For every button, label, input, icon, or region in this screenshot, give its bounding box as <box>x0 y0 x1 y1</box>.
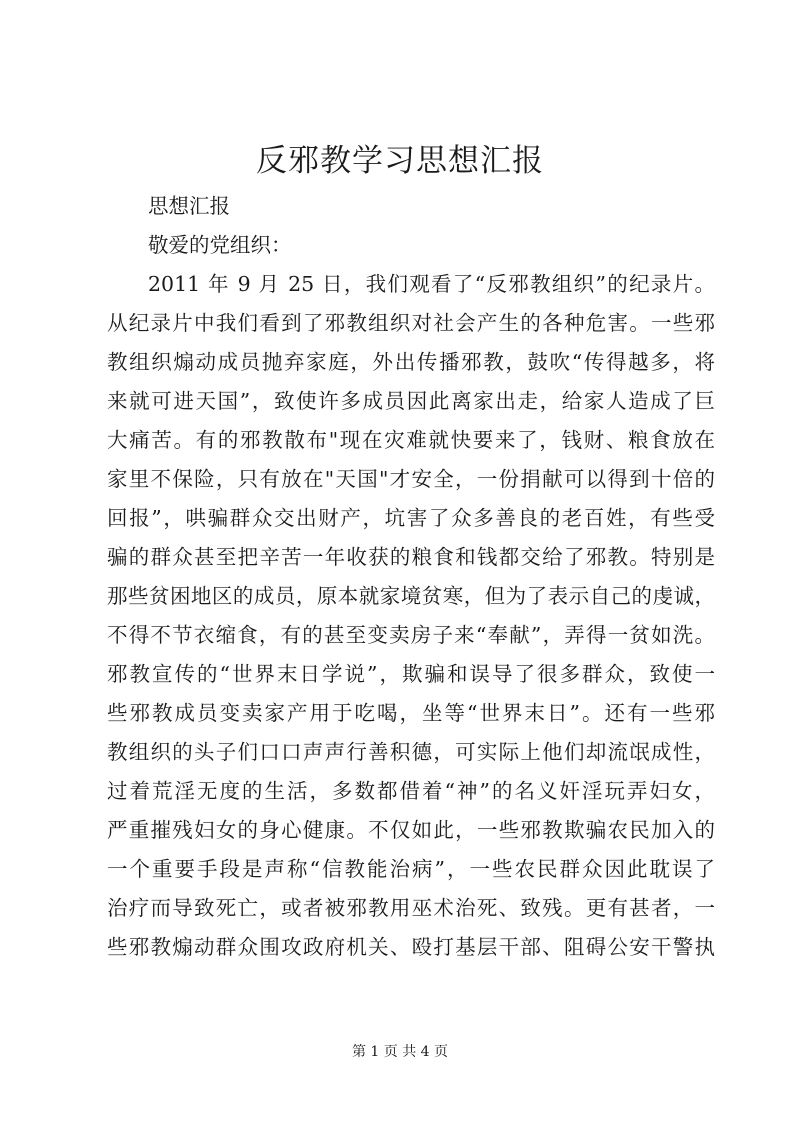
paragraph-line: 邪教宣传的“世界末日学说”，欺骗和误导了很多群众，致使一 <box>107 662 715 686</box>
paragraph-line: 些邪教煽动群众围攻政府机关、殴打基层干部、阻碍公安干警执 <box>107 935 715 959</box>
paragraph-line: 家里不保险，只有放在"天国"才安全，一份捐献可以得到十倍的 <box>107 467 715 491</box>
paragraph-line: 2011 年 9 月 25 日，我们观看了“反邪教组织”的纪录片。 <box>148 272 715 296</box>
paragraph-line: 那些贫困地区的成员，原本就家境贫寒，但为了表示自己的虔诚， <box>107 584 715 608</box>
document-body <box>107 187 715 967</box>
paragraph-line: 些邪教成员变卖家产用于吃喝，坐等“世界末日”。还有一些邪 <box>107 701 715 725</box>
paragraph-line: 过着荒淫无度的生活，多数都借着“神”的名义奸淫玩弄妇女， <box>107 779 715 803</box>
paragraph-line: 治疗而导致死亡，或者被邪教用巫术治死、致残。更有甚者，一 <box>107 896 715 920</box>
paragraph-line: 不得不节衣缩食，有的甚至变卖房子来“奉献”，弄得一贫如洗。 <box>107 623 715 647</box>
salutation-line: 敬爱的党组织： <box>148 233 292 257</box>
paragraph-line: 教组织的头子们口口声声行善积德，可实际上他们却流氓成性， <box>107 740 715 764</box>
document-title: 反邪教学习思想汇报 <box>256 143 544 179</box>
paragraph-line: 来就可进天国”，致使许多成员因此离家出走，给家人造成了巨 <box>107 389 715 413</box>
paragraph-line: 大痛苦。有的邪教散布"现在灾难就快要来了，钱财、粮食放在 <box>107 428 715 452</box>
subtitle-line: 思想汇报 <box>148 194 230 218</box>
paragraph-line: 一个重要手段是声称“信教能治病”，一些农民群众因此耽误了 <box>107 857 715 881</box>
paragraph-line: 骗的群众甚至把辛苦一年收获的粮食和钱都交给了邪教。特别是 <box>107 545 715 569</box>
paragraph-line: 教组织煽动成员抛弃家庭，外出传播邪教，鼓吹“传得越多，将 <box>107 350 715 374</box>
paragraph-line: 从纪录片中我们看到了邪教组织对社会产生的各种危害。一些邪 <box>107 311 715 335</box>
page-footer: 第 1 页 共 4 页 <box>351 1044 449 1060</box>
paragraph-line: 回报”，哄骗群众交出财产，坑害了众多善良的老百姓，有些受 <box>107 506 715 530</box>
paragraph-line: 严重摧残妇女的身心健康。不仅如此，一些邪教欺骗农民加入的 <box>107 818 715 842</box>
